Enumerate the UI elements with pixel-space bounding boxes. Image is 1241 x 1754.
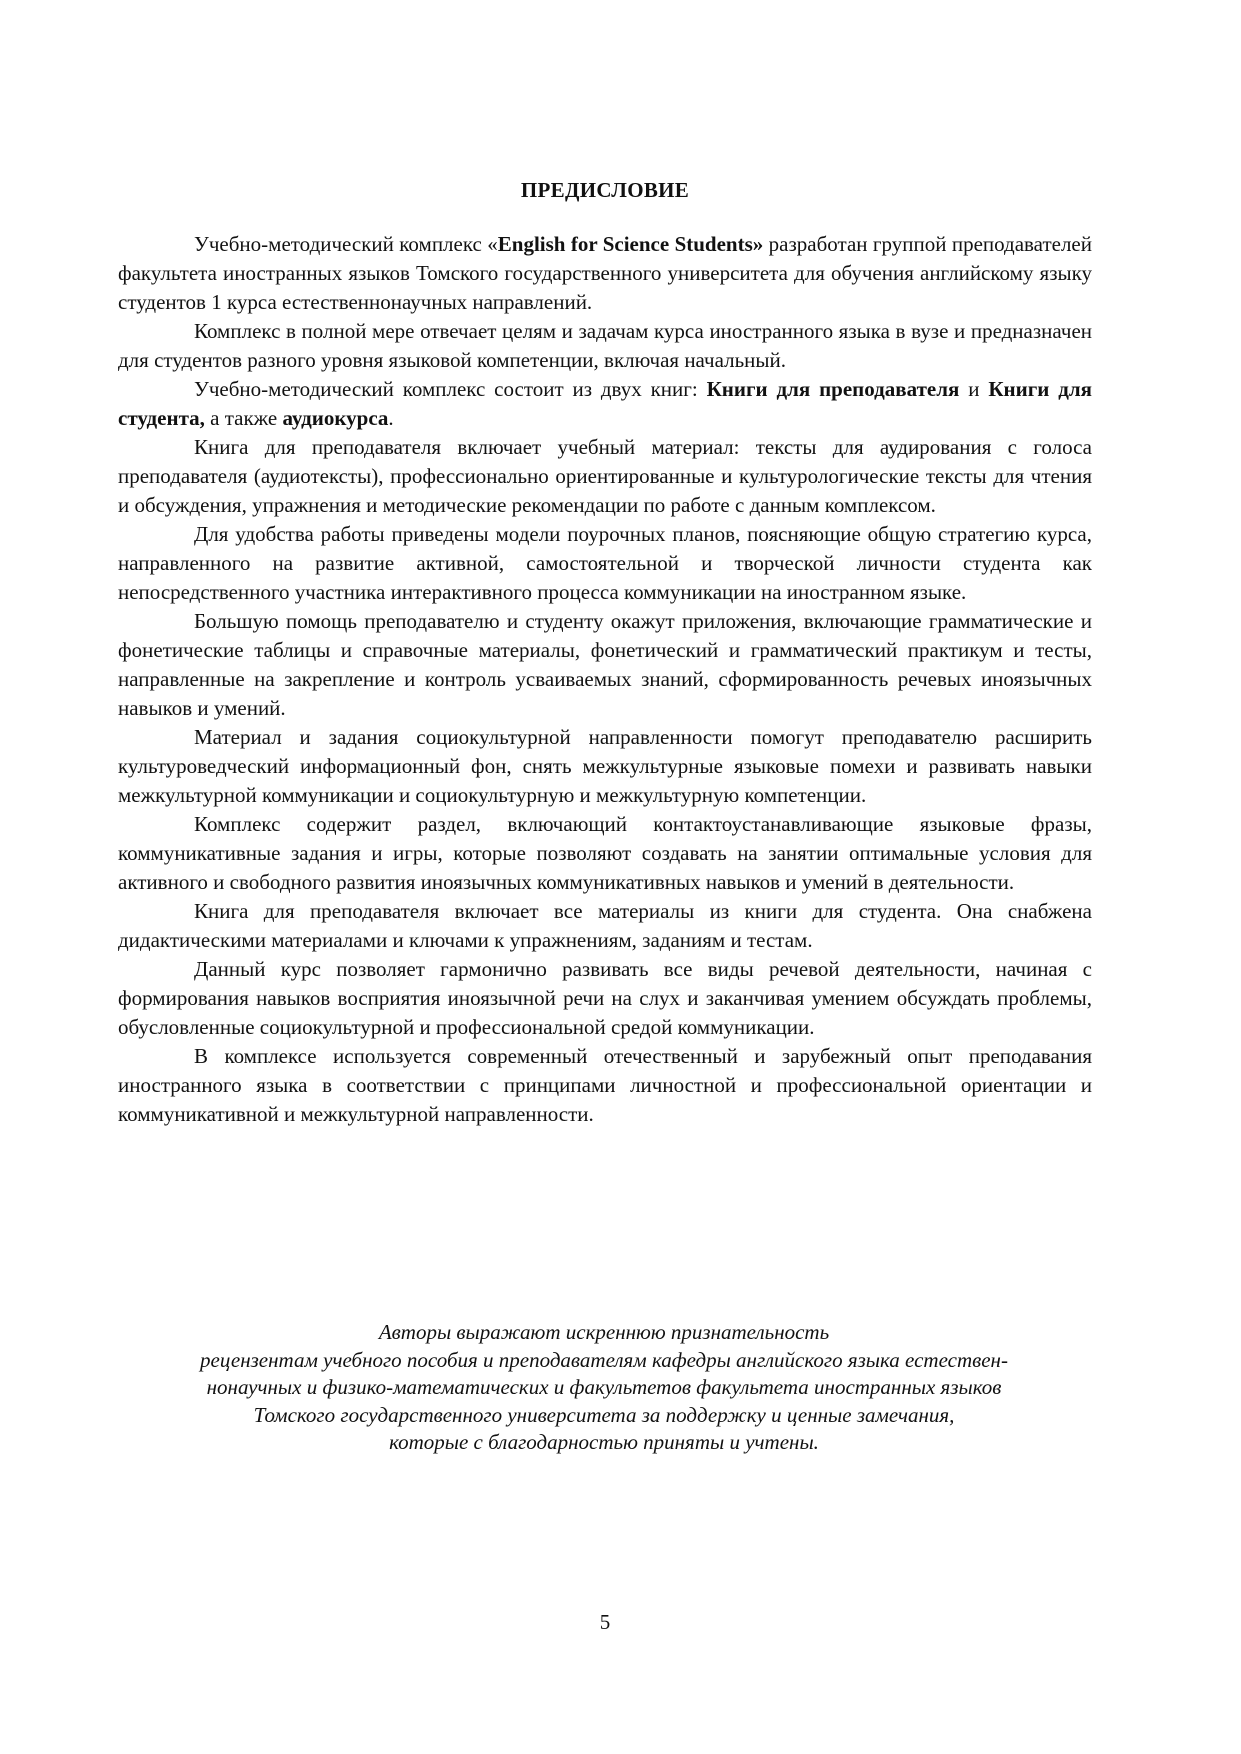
paragraph xyxy=(118,433,1092,520)
acknowledgement-line: Томского государственного университета за поддержку и ценные замечания, xyxy=(253,1402,955,1427)
paragraph xyxy=(118,897,1092,955)
paragraph xyxy=(118,955,1092,1042)
paragraph xyxy=(118,520,1092,607)
paragraph-text: Комплекс в полной мере отвечает целям и задачам курса иностранного языка в вузе и предназначен для студентов разного уровня языковой компетенции, включая начальный. xyxy=(118,319,1092,372)
paragraph-text: Комплекс содержит раздел, включающий контактоустанавливающие языковые фразы, коммуникативные задания и игры, которые позволяют создавать на занятии оптимальные условия для активного и свободного развития иноязычных коммуникативных навыков и умений в деятельности. xyxy=(118,812,1092,894)
paragraph xyxy=(118,1042,1092,1129)
paragraph xyxy=(118,317,1092,375)
acknowledgement-line: Авторы выражают искреннюю признательность xyxy=(378,1320,830,1344)
acknowledgement-line: нонаучных и физико-математических и факультетов факультета иностранных языков xyxy=(206,1375,1002,1399)
bold-text: English for Science Students» xyxy=(497,232,764,256)
paragraph xyxy=(118,230,1092,317)
paragraph-text: . xyxy=(388,406,394,430)
page-title: ПРЕДИСЛОВИЕ xyxy=(520,178,690,202)
paragraph-text: разработан группой преподавателей факультета иностранных языков Томского государственного университета для обучения английскому языку студентов 1 курса естественнонаучных направлений. xyxy=(118,232,1092,314)
acknowledgement-line: рецензентам учебного пособия и преподавателям кафедры английского языка естествен- xyxy=(200,1347,1008,1372)
bold-text: аудиокурса xyxy=(282,406,389,430)
paragraph-text: и xyxy=(959,377,989,401)
page-number: 5 xyxy=(599,1610,611,1634)
paragraph xyxy=(118,723,1092,810)
paragraph xyxy=(118,607,1092,723)
paragraph-text: Материал и задания социокультурной направленности помогут преподавателю расширить культуроведческий информационный фон, снять межкультурные языковые помехи и развивать навыки межкультурной коммуникации и социокультурную и межкультурную компетенции. xyxy=(118,725,1092,807)
paragraph-text: Данный курс позволяет гармонично развивать все виды речевой деятельности, начиная с формирования навыков восприятия иноязычной речи на слух и заканчивая умением обсуждать проблемы, обусловленные социокультурной и профессиональной средой коммуникации. xyxy=(118,957,1092,1039)
paragraph-text: Большую помощь преподавателю и студенту окажут приложения, включающие грамматические и фонетические таблицы и справочные материалы, фонетический и грамматический практикум и тесты, направленные на закрепление и контроль усваиваемых знаний, сформированность речевых иноязычных навыков и умений. xyxy=(118,609,1092,720)
paragraph-text: Учебно-методический комплекс состоит из двух книг: xyxy=(194,377,707,401)
bold-text: Книги для преподавателя xyxy=(706,377,960,401)
body-text xyxy=(118,230,1092,1129)
acknowledgement xyxy=(110,1319,1098,1457)
acknowledgement-line: которые с благодарностью приняты и учтены. xyxy=(389,1430,819,1454)
paragraph xyxy=(118,375,1092,433)
bold-text: Книги для студента, xyxy=(118,377,1092,430)
paragraph xyxy=(118,810,1092,897)
paragraph-text: а также xyxy=(204,406,283,430)
paragraph-text: Для удобства работы приведены модели поурочных планов, поясняющие общую стратегию курса, направленного на развитие активной, самостоятельной и творческой личности студента как непосредственного участника интерактивного процесса коммуникации на иностранном языке. xyxy=(118,522,1092,604)
paragraph-text: Книга для преподавателя включает учебный материал: тексты для аудирования с голоса преподавателя (аудиотексты), профессионально ориентированные и культурологические тексты для чтения и обсуждения, упражнения и методические рекомендации по работе с данным комплексом. xyxy=(118,435,1092,517)
paragraph-text: В комплексе используется современный отечественный и зарубежный опыт преподавания иностранного языка в соответствии с принципами личностной и профессиональной ориентации и коммуникативной и межкультурной направленности. xyxy=(118,1044,1092,1126)
paragraph-text: Книга для преподавателя включает все материалы из книги для студента. Она снабжена дидактическими материалами и ключами к упражнениям, заданиям и тестам. xyxy=(118,899,1092,952)
paragraph-text: Учебно-методический комплекс « xyxy=(194,232,498,256)
